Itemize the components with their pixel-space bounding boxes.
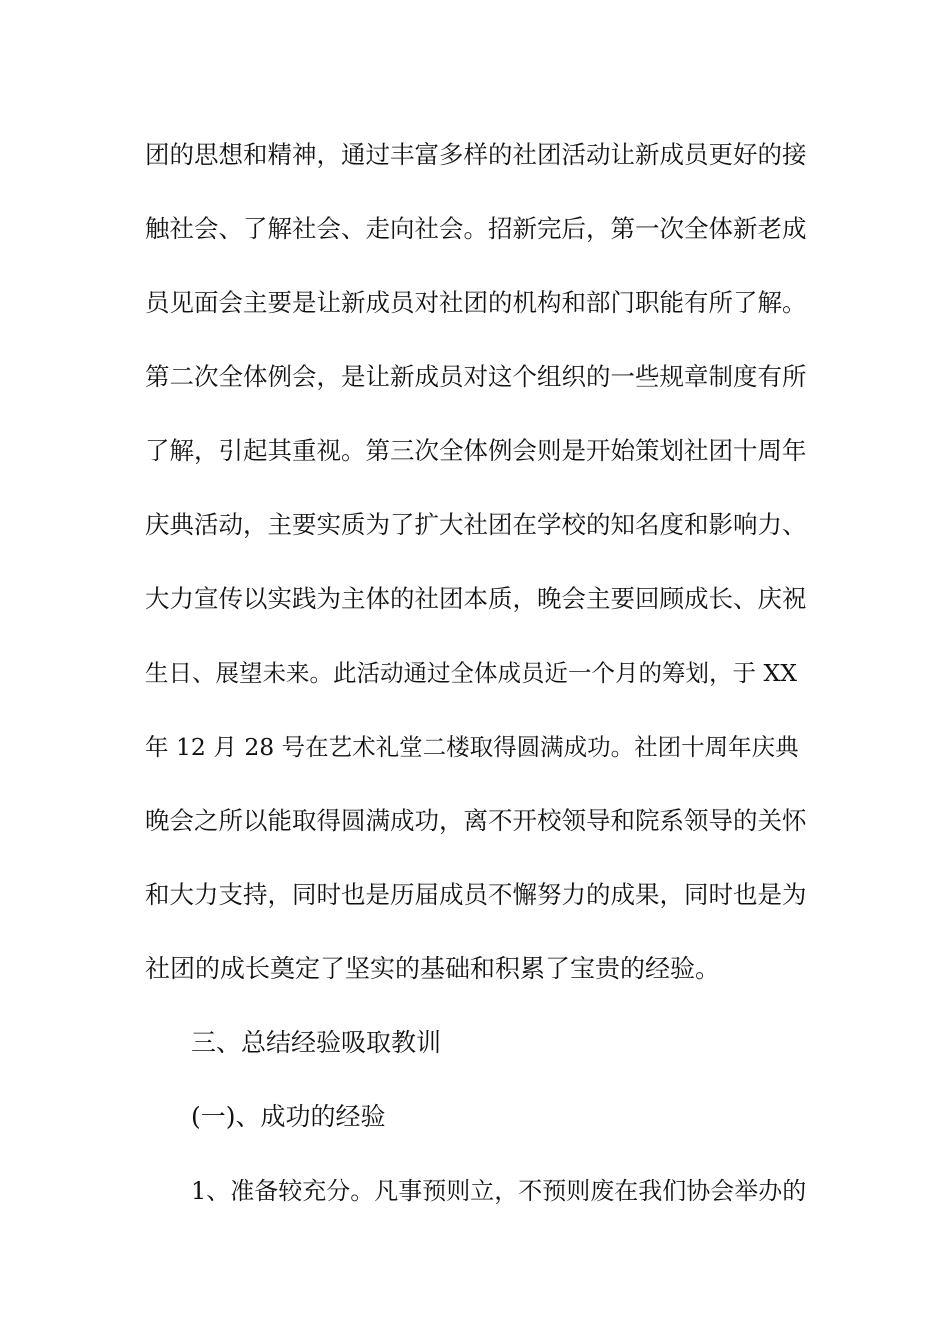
paragraph-line: 晚会之所以能取得圆满成功，离不开校领导和院系领导的关怀 xyxy=(145,806,807,835)
paragraph-line: 第二次全体例会，是让新成员对这个组织的一些规章制度有所 xyxy=(145,362,807,391)
paragraph-line: 社团的成长奠定了坚实的基础和积累了宝贵的经验。 xyxy=(145,954,721,983)
document-body xyxy=(145,125,810,1235)
paragraph-line: 团的思想和精神，通过丰富多样的社团活动让新成员更好的接 xyxy=(145,140,807,169)
paragraph-line: 生日、展望未来。此活动通过全体成员近一个月的筹划，于 XX xyxy=(145,659,797,687)
section-heading: 三、总结经验吸取教训 xyxy=(191,1028,442,1057)
paragraph-line: 和大力支持，同时也是历届成员不懈努力的成果，同时也是为 xyxy=(145,880,807,909)
paragraph-line: 庆典活动，主要实质为了扩大社团在学校的知名度和影响力、 xyxy=(145,510,807,539)
paragraph-line: 年 12 月 28 号在艺术礼堂二楼取得圆满成功。社团十周年庆典 xyxy=(145,733,799,761)
subsection-heading: (一)、成功的经验 xyxy=(191,1102,386,1131)
paragraph-line: 大力宣传以实践为主体的社团本质，晚会主要回顾成长、庆祝 xyxy=(145,584,807,613)
list-item: 1、准备较充分。凡事预则立，不预则废在我们协会举办的 xyxy=(191,1177,807,1205)
paragraph-line: 了解，引起其重视。第三次全体例会则是开始策划社团十周年 xyxy=(145,436,807,465)
paragraph-line: 触社会、了解社会、走向社会。招新完后，第一次全体新老成 xyxy=(145,214,807,243)
paragraph-line: 员见面会主要是让新成员对社团的机构和部门职能有所了解。 xyxy=(145,288,807,317)
